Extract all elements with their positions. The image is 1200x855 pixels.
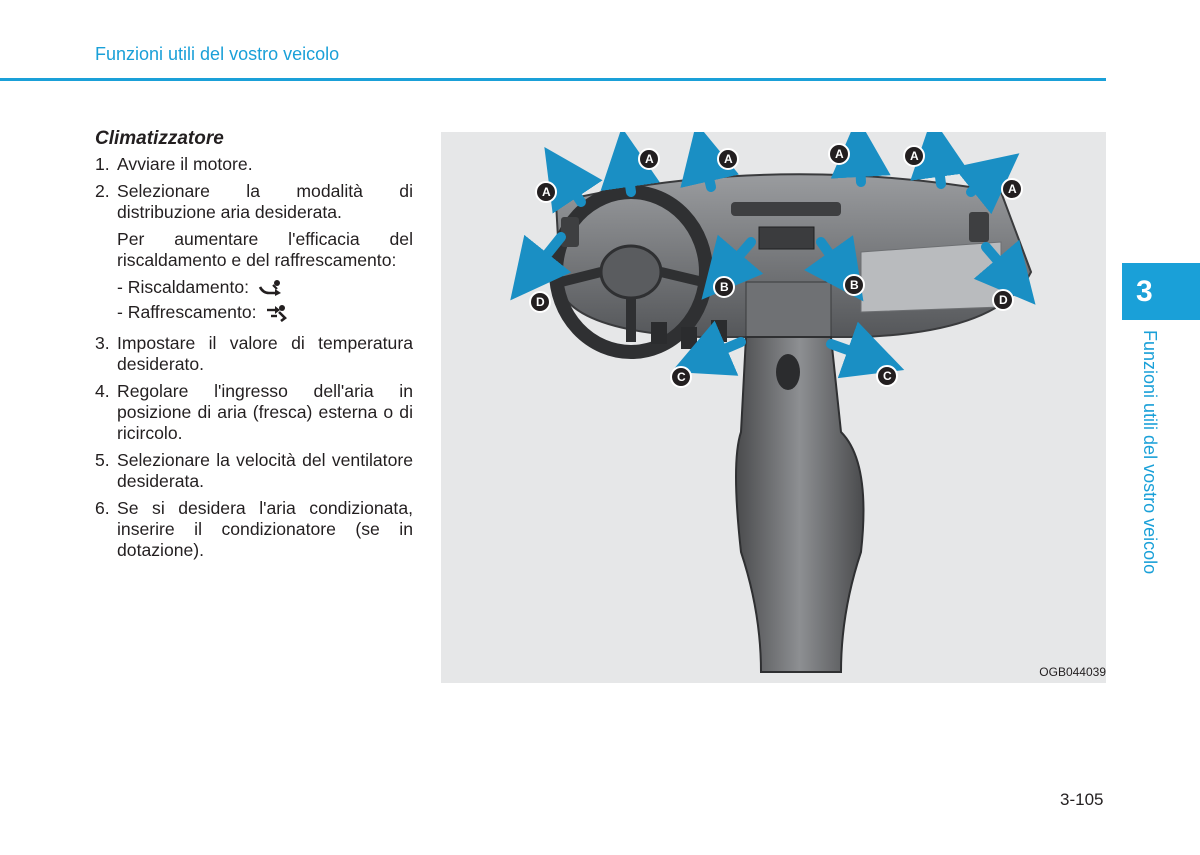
svg-text:A: A <box>1008 182 1017 196</box>
svg-text:D: D <box>536 295 545 309</box>
vent-label-d-2 <box>993 290 1013 310</box>
page-number: 3-105 <box>1060 790 1104 809</box>
face-vent-icon <box>265 304 291 322</box>
cooling-mode-line: - Raffrescamento: <box>117 302 413 323</box>
step-2-note: Per aumentare l'efficacia del riscaldamento e del raffrescamento: <box>117 229 413 270</box>
svg-text:A: A <box>542 185 551 199</box>
chapter-side-title: Funzioni utili del vostro veicolo <box>1140 330 1160 575</box>
running-header: Funzioni utili del vostro veicolo <box>95 44 340 64</box>
header-rule <box>0 78 1106 81</box>
step-1: 1. Avviare il motore. <box>95 154 253 174</box>
step-6: 6. Se si desidera l'aria condizionata, inserire il condizionatore (se in dotazione). <box>95 498 413 560</box>
vent-label-a-6 <box>1002 179 1022 199</box>
vent-label-a-2 <box>639 149 659 169</box>
vent-label-a-5 <box>904 146 924 166</box>
figure-code: OGB044039 <box>1039 665 1106 679</box>
floor-vent-icon <box>257 279 283 297</box>
center-screen <box>759 227 814 249</box>
instructions-column <box>95 128 413 567</box>
svg-text:A: A <box>835 147 844 161</box>
arrow-c-2 <box>831 344 876 360</box>
chapter-tab: 3 <box>1122 263 1200 320</box>
dashboard-illustration <box>441 132 1106 683</box>
step-5: 5. Selezionare la velocità del ventilatore desiderata. <box>95 450 413 491</box>
svg-text:B: B <box>720 280 729 294</box>
vent-label-b-1 <box>714 277 734 297</box>
svg-text:A: A <box>910 149 919 163</box>
step-4: 4. Regolare l'ingresso dell'aria in posizione di aria (fresca) esterna o di ricircolo. <box>95 381 413 443</box>
vent-label-c-1 <box>671 367 691 387</box>
vent-label-a-3 <box>718 149 738 169</box>
vent-label-a-4 <box>829 144 849 164</box>
vent-label-d-1 <box>530 292 550 312</box>
air-distribution-figure <box>441 132 1106 683</box>
arrow-a-1 <box>561 172 581 202</box>
glovebox <box>861 242 1001 312</box>
vent-label-b-2 <box>844 275 864 295</box>
center-console <box>736 337 864 672</box>
svg-text:A: A <box>645 152 654 166</box>
svg-text:C: C <box>677 370 686 384</box>
svg-text:D: D <box>999 293 1008 307</box>
svg-text:C: C <box>883 369 892 383</box>
svg-text:B: B <box>850 278 859 292</box>
heating-mode-line: - Riscaldamento: <box>117 277 413 298</box>
arrow-c-1 <box>699 342 741 360</box>
arrow-a-5 <box>936 147 941 184</box>
svg-text:A: A <box>724 152 733 166</box>
vent-label-c-2 <box>877 366 897 386</box>
step-2: 2. Selezionare la modalità di distribuzione aria desiderata. Per aumentare l'efficacia del riscaldamento e del raffrescamento: - Riscaldamento: - Raffrescamento: <box>95 181 413 322</box>
section-title: Climatizzatore <box>95 128 224 149</box>
arrow-a-4 <box>859 147 861 182</box>
step-3: 3. Impostare il valore di temperatura desiderato. <box>95 333 413 374</box>
vent-label-a-1 <box>536 182 556 202</box>
arrow-a-2 <box>626 157 631 192</box>
